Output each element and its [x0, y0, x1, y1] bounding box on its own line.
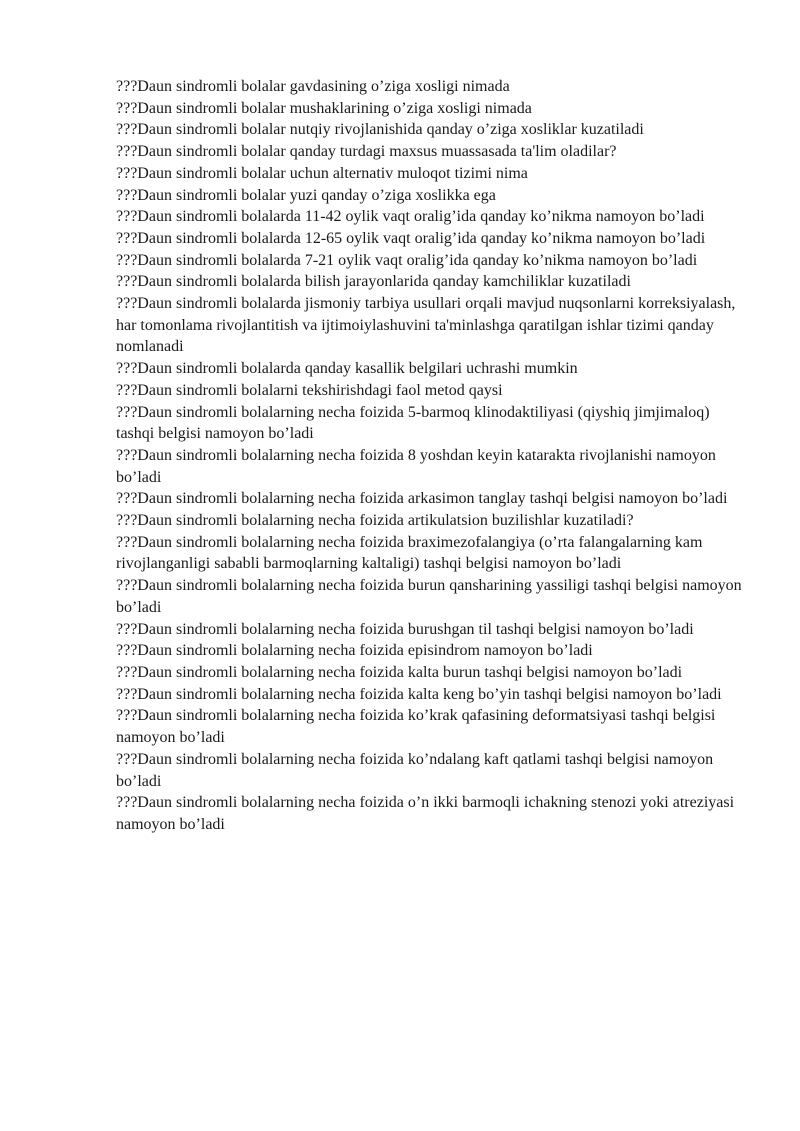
question-line: ???Daun sindromli bolalarning necha foizida braximezofalangiya (o’rta falangalarning kam rivojlanganligi sababli barmoqlarning kaltaligi) tashqi belgisi namoyon bo’ladi — [116, 533, 703, 573]
question-line: ???Daun sindromli bolalarning necha foizida burun qansharining yassiligi tashqi belgisi namoyon bo’ladi — [116, 577, 742, 616]
question-list — [116, 76, 746, 836]
question-line: ???Daun sindromli bolalarning necha foizida o’n ikki barmoqli ichakning stenozi yoki atreziyasi namoyon bo’ladi — [116, 794, 735, 833]
question-line: ???Daun sindromli bolalarning necha foizida 8 yoshdan keyin katarakta rivojlanishi namoyon bo’ladi — [116, 446, 716, 486]
question-line: ???Daun sindromli bolalar uchun alternativ muloqot tizimi nima — [116, 164, 528, 182]
question-line: ???Daun sindromli bolalarning necha foizida artikulatsion buzilishlar kuzatiladi? — [116, 512, 634, 530]
question-line: ???Daun sindromli bolalarning necha foizida kalta keng bo’yin tashqi belgisi namoyon bo’ladi — [116, 685, 722, 703]
question-line: ???Daun sindromli bolalarda 11-42 oylik vaqt oralig’ida qanday ko’nikma namoyon bo’ladi — [116, 208, 705, 226]
question-line: ???Daun sindromli bolalarning necha foizida arkasimon tanglay tashqi belgisi namoyon bo’ladi — [116, 490, 728, 508]
question-line: ???Daun sindromli bolalarni tekshirishdagi faol metod qaysi — [116, 381, 503, 399]
question-line: ???Daun sindromli bolalarning necha foizida ko’ndalang kaft qatlami tashqi belgisi namoyon bo’ladi — [116, 750, 714, 790]
question-line: ???Daun sindromli bolalar gavdasining o’ziga xosligi nimada — [116, 78, 510, 95]
question-line: ???Daun sindromli bolalarda qanday kasallik belgilari uchrashi mumkin — [116, 360, 578, 378]
question-line: ???Daun sindromli bolalarning necha foizida kalta burun tashqi belgisi namoyon bo’ladi — [116, 663, 683, 681]
question-line: ???Daun sindromli bolalarning necha foizida burushgan til tashqi belgisi namoyon bo’ladi — [116, 620, 694, 638]
question-line: ???Daun sindromli bolalarda jismoniy tarbiya usullari orqali mavjud nuqsonlarni korreksiyalash, har tomonlama rivojlantitish va ijtimoiylashuvini ta'minlashga qaratilgan ishlar tizimi qanday nomlanadi — [116, 295, 736, 356]
question-line: ???Daun sindromli bolalar mushaklarining o’ziga xosligi nimada — [116, 99, 532, 117]
question-line: ???Daun sindromli bolalarning necha foizida 5-barmoq klinodaktiliyasi (qiyshiq jimjimaloq) tashqi belgisi namoyon bo’ladi — [116, 403, 710, 443]
question-line: ???Daun sindromli bolalarda 7-21 oylik vaqt oralig’ida qanday ko’nikma namoyon bo’ladi — [116, 251, 698, 269]
question-line: ???Daun sindromli bolalarda bilish jarayonlarida qanday kamchiliklar kuzatiladi — [116, 273, 631, 291]
question-line: ???Daun sindromli bolalar yuzi qanday o’ziga xoslikka ega — [116, 186, 496, 204]
question-line: ???Daun sindromli bolalar nutqiy rivojlanishida qanday o’ziga xosliklar kuzatiladi — [116, 121, 644, 139]
question-line: ???Daun sindromli bolalarning necha foizida ko’krak qafasining deformatsiyasi tashqi belgisi namoyon bo’ladi — [116, 707, 716, 747]
question-line: ???Daun sindromli bolalarning necha foizida episindrom namoyon bo’ladi — [116, 642, 593, 660]
question-line: ???Daun sindromli bolalar qanday turdagi maxsus muassasada ta'lim oladilar? — [116, 143, 617, 161]
question-line: ???Daun sindromli bolalarda 12-65 oylik vaqt oralig’ida qanday ko’nikma namoyon bo’ladi — [116, 229, 706, 247]
